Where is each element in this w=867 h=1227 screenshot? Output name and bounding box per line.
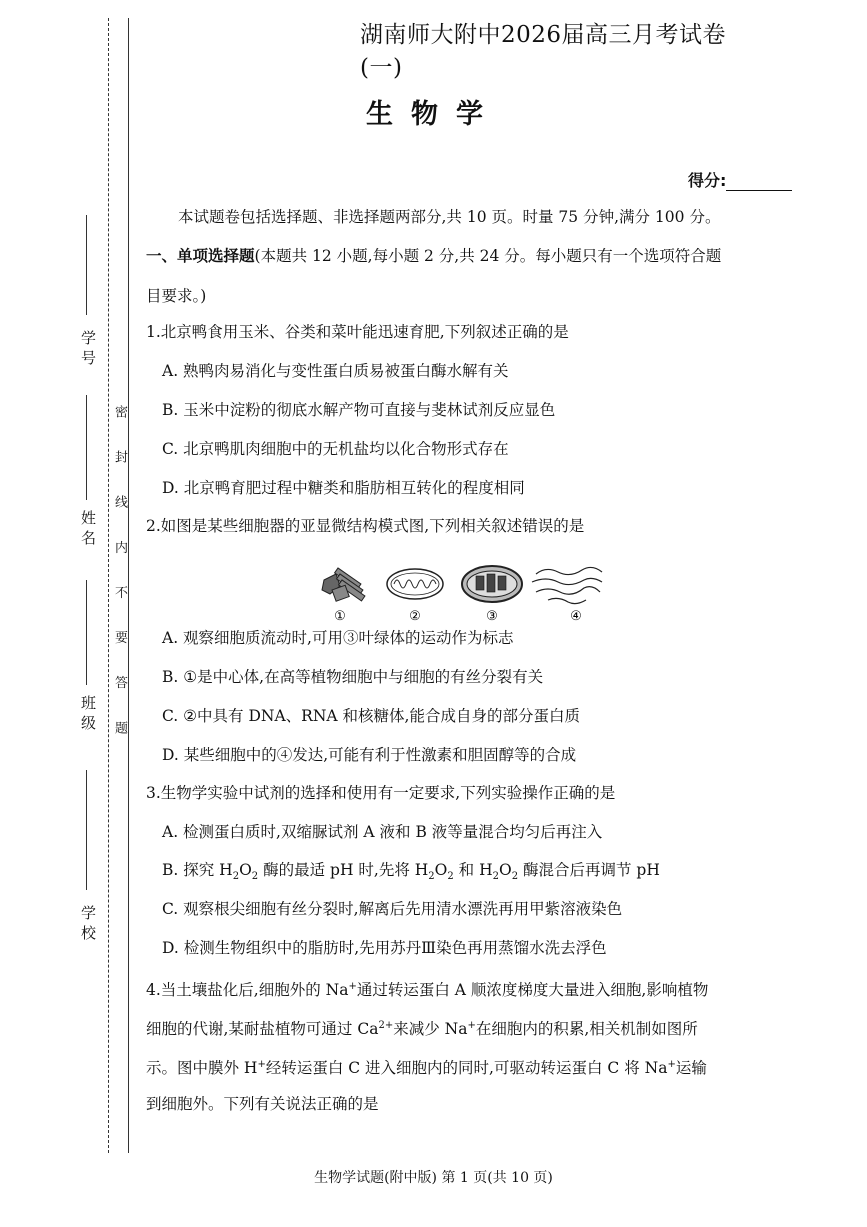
section1-heading-line [146,245,806,267]
section1-desc-2: 目要求。) [146,287,207,305]
q4-l1-text-1: 4.当土壤盐化后,细胞外的 Na [146,981,349,1000]
subject-title: 生物学 [366,99,501,130]
score-blank[interactable] [726,176,792,191]
name-label: 姓 名 [79,510,97,545]
q4-l3-text-1: 示。图中膜外 H [146,1059,258,1078]
q1-option-a: A. 熟鸭肉易消化与变性蛋白质易被蛋白酶水解有关 [162,362,509,380]
name-blank[interactable] [86,395,87,500]
q1-option-d: D. 北京鸭育肥过程中糖类和脂肪相互转化的程度相同 [162,479,525,497]
q3-stem: 3.生物学实验中试剂的选择和使用有一定要求,下列实验操作正确的是 [146,784,616,802]
q3-b-sub-5: 2 [492,871,499,883]
q4-line-2 [146,1015,806,1040]
q3-option-d: D. 检测生物组织中的脂肪时,先用苏丹Ⅲ染色再用蒸馏水洗去浮色 [162,939,607,957]
organelle-figure [318,560,608,624]
score-field [688,168,792,191]
q3-b-text-6: O [498,861,512,879]
fig-label-4: ④ [570,609,582,624]
q4-line-3 [146,1054,806,1079]
q4-l3-text-3: 运输 [675,1059,707,1078]
q4-l2-text-1: 细胞的代谢,某耐盐植物可通过 Ca [146,1020,379,1039]
q4-l2-sup-2: + [467,1020,476,1031]
q3-b-sub-2: 2 [251,871,259,883]
class-blank[interactable] [86,580,87,685]
q4-l2-text-3: 在细胞内的积累,相关机制如图所 [475,1020,698,1039]
centrosome-drawing [322,568,365,601]
q3-b-sub-4: 2 [447,871,454,883]
q4-l2-sup-1: 2+ [378,1020,394,1031]
q3-b-text-4: O [434,861,448,879]
student-id-label: 学 号 [79,330,97,365]
q4-l3-sup-2: + [667,1059,676,1070]
q4-l2-text-2: 来减少 Na [393,1020,468,1039]
q2-option-a: A. 观察细胞质流动时,可用③叶绿体的运动作为标志 [162,629,514,647]
q3-b-text-2: O [239,861,252,879]
section1-desc-1: (本题共 12 小题,每小题 2 分,共 24 分。每小题只有一个选项符合题 [254,247,722,265]
page-footer: 生物学试题(附中版) 第 1 页(共 10 页) [314,1170,553,1186]
q2-option-d: D. 某些细胞中的④发达,可能有利于性激素和胆固醇等的合成 [162,746,577,764]
q3-b-sub-6: 2 [511,871,519,883]
endoplasmic-reticulum-drawing [532,567,602,603]
school-label: 学 校 [79,905,97,940]
q3-b-text-3: 酶的最适 pH 时,先将 H [258,861,429,879]
q3-b-text-5: 和 H [453,861,493,879]
fig-label-1: ① [334,609,346,624]
fig-label-3: ③ [486,609,498,624]
q4-line-4: 到细胞外。下列有关说法正确的是 [146,1095,379,1113]
q3-b-sub-1: 2 [232,871,240,883]
q3-option-c: C. 观察根尖细胞有丝分裂时,解离后先用清水漂洗再用甲紫溶液染色 [162,900,623,918]
solid-binding-line [128,18,129,1153]
q3-option-b [162,859,822,888]
class-label: 班 级 [79,695,97,730]
intro-text: 本试题卷包括选择题、非选择题两部分,共 10 页。时量 75 分钟,满分 100 分。 [178,208,721,226]
q3-b-text-7: 酶混合后再调节 pH [518,861,660,879]
student-id-blank[interactable] [86,215,87,315]
q4-l3-sup-1: + [257,1059,266,1070]
q4-l1-text-2: 通过转运蛋白 A 顺浓度梯度大量进入细胞,影响植物 [356,981,709,1000]
school-blank[interactable] [86,770,87,890]
dashed-binding-line [108,18,109,1153]
q2-option-c: C. ②中具有 DNA、RNA 和核糖体,能合成自身的部分蛋白质 [162,707,580,725]
score-label: 得分: [688,171,727,190]
mitochondrion-drawing [387,569,443,599]
q2-option-b: B. ①是中心体,在高等植物细胞中与细胞的有丝分裂有关 [162,668,544,686]
fig-label-2: ② [409,609,421,624]
q3-option-a: A. 检测蛋白质时,双缩脲试剂 A 液和 B 液等量混合均匀后再注入 [162,823,603,841]
q3-b-sub-3: 2 [428,871,435,883]
q1-option-c: C. 北京鸭肌肉细胞中的无机盐均以化合物形式存在 [162,440,509,458]
q2-stem: 2.如图是某些细胞器的亚显微结构模式图,下列相关叙述错误的是 [146,517,585,535]
q4-l3-text-2: 经转运蛋白 C 进入细胞内的同时,可驱动转运蛋白 C 将 Na [265,1059,668,1078]
q1-stem: 1.北京鸭食用玉米、谷类和菜叶能迅速育肥,下列叙述正确的是 [146,323,569,341]
exam-title: 湖南师大附中2026届高三月考试卷(一) [360,22,727,81]
q3-b-text-1: B. 探究 H [162,861,233,879]
q1-option-b: B. 玉米中淀粉的彻底水解产物可直接与斐林试剂反应显色 [162,401,556,419]
section1-heading: 一、单项选择题 [146,247,255,265]
chloroplast-drawing [462,566,522,602]
seal-warning: 密 封 线 内 不 要 答 题 [112,405,127,748]
q4-line-1 [146,976,806,1001]
q4-l1-sup: + [348,981,357,992]
